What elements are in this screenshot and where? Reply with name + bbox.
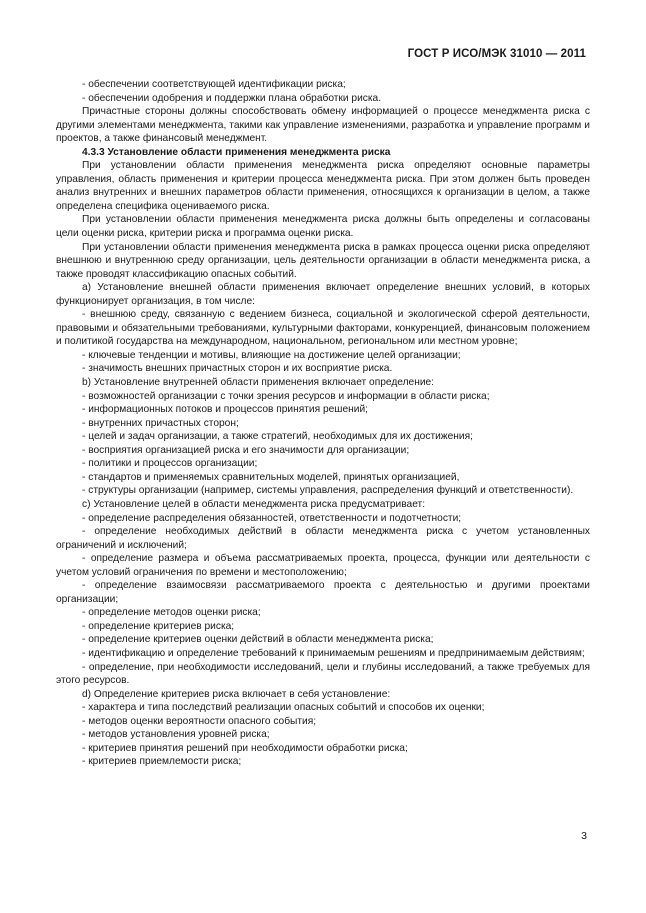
paragraph: - методов оценки вероятности опасного события;: [82, 715, 317, 727]
paragraph: - восприятия организацией риска и его значимости для организации;: [82, 444, 410, 456]
paragraph: - определение критериев оценки действий в области менеджмента риска;: [82, 634, 434, 646]
section-heading: 4.3.3 Установление области применения менеджмента риска: [82, 146, 391, 158]
paragraph: - информационных потоков и процессов принятия решений;: [82, 404, 368, 416]
paragraph: - критериев принятия решений при необходимости обработки риска;: [82, 742, 408, 754]
paragraph: - определение критериев риска;: [82, 620, 235, 632]
paragraph: - стандартов и применяемых сравнительных моделей, принятых организацией,: [82, 471, 460, 483]
paragraph: - определение, при необходимости исследований, цели и глубины исследований, а также требуемых для этого ресурсов.: [56, 661, 590, 687]
paragraph: - определение размера и объема рассматриваемых проекта, процесса, функции или деятельности с учетом условий ограничения по времени и местоположению;: [56, 553, 590, 578]
paragraph: - возможностей организации с точки зрения ресурсов и информации в области риска;: [82, 390, 490, 402]
paragraph: - ключевые тенденции и мотивы, влияющие на достижение целей организации;: [82, 349, 461, 361]
paragraph: - обеспечении одобрения и поддержки плана обработки риска.: [82, 92, 382, 104]
document-code-header: ГОСТ Р ИСО/МЭК 31010 — 2011: [407, 48, 586, 60]
paragraph: d) Определение критериев риска включает в себя установление:: [82, 688, 391, 700]
paragraph: - определение необходимых действий в области менеджмента риска с учетом установленных ограничений и исключений;: [56, 526, 590, 551]
paragraph: - внешнюю среду, связанную с ведением бизнеса, социальной и экологической сферой деятельности, правовыми и обязательными требованиями, культурными факторами, конкуренцией, финансовым положением и политикой государства на международном, национальном, региональном или местном уровне;: [56, 309, 590, 348]
paragraph: - обеспечении соответствующей идентификации риска;: [82, 79, 346, 90]
paragraph: a) Установление внешней области применения включает определение внешних условий, в которых функционирует организация, в том числе:: [56, 282, 590, 307]
paragraph: - определение распределения обязанностей, ответственности и подотчетности;: [82, 512, 462, 524]
paragraph: c) Установление целей в области менеджмента риска предусматривает:: [82, 498, 426, 510]
paragraph: - идентификацию и определение требований к принимаемым решениям и предпринимаемым действиям;: [82, 647, 585, 659]
paragraph: Причастные стороны должны способствовать обмену информацией о процессе менеджмента риска с другими элементами менеджмента, такими как управление изменениями, разработка и управление программ и проектов, а также финансовый менеджмент.: [56, 106, 590, 145]
paragraph: При установлении области применения менеджмента риска должны быть определены и согласованы цели оценки риска, критерии риска и программа оценки риска.: [56, 214, 590, 240]
paragraph: - методов установления уровней риска;: [82, 729, 270, 741]
page-number: 3: [581, 830, 587, 842]
paragraph: - целей и задач организации, а также стратегий, необходимых для их достижения;: [82, 431, 473, 443]
paragraph: При установлении области применения менеджмента риска в рамках процесса оценки риска определяют внешнюю и внутреннюю среду организации, цель деятельности организации в области менеджмента риска, а также проводят классификацию опасных событий.: [56, 241, 590, 280]
paragraph: - характера и типа последствий реализации опасных событий и способов их оценки;: [82, 702, 485, 714]
paragraph: - структуры организации (например, системы управления, распределения функций и ответственности).: [82, 485, 574, 497]
body-text: [56, 78, 590, 769]
paragraph: - внутренних причастных сторон;: [82, 417, 239, 429]
paragraph: b) Установление внутренней области применения включает определение:: [82, 377, 435, 389]
paragraph: - определение взаимосвязи рассматриваемого проекта с деятельностью и другими проектами организации;: [56, 580, 590, 605]
paragraph: - критериев приемлемости риска;: [82, 756, 242, 768]
paragraph: - определение методов оценки риска;: [82, 607, 261, 619]
paragraph: При установлении области применения менеджмента риска определяют основные параметры управления, область применения и критерии процесса менеджмента риска. При этом должен быть проведен анализ внутренних и внешних параметров области применения, относящихся к организации в целом, а также определена специфика оцениваемого риска.: [56, 160, 590, 212]
paragraph: - значимость внешних причастных сторон и их восприятие риска.: [82, 363, 393, 375]
paragraph: - политики и процессов организации;: [82, 458, 258, 470]
